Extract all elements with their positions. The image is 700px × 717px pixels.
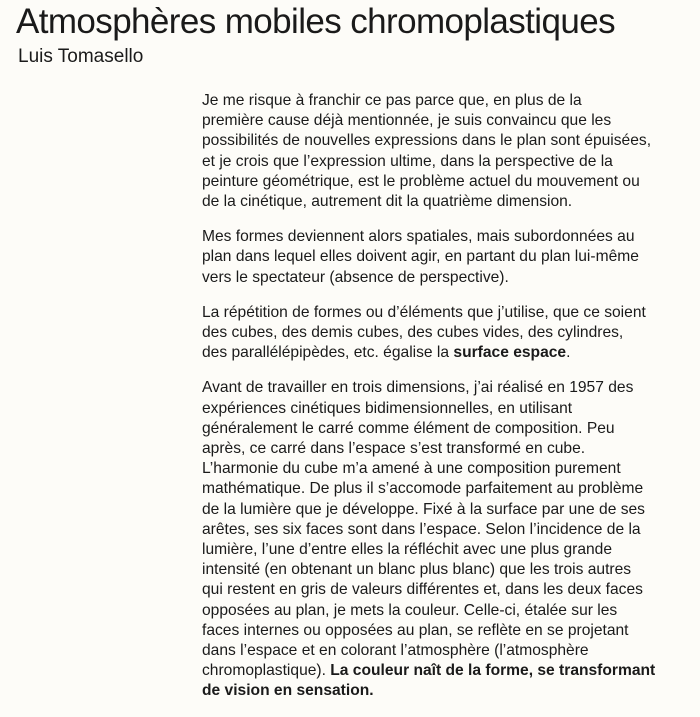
text-line-end: . (566, 344, 571, 362)
text-line: de la cinétique, autrement dit la quatrième dimension. (202, 193, 573, 211)
text-line: possibilités de nouvelles expressions dans le plan sont épuisées, (202, 132, 652, 150)
text-line (202, 343, 698, 363)
text-line: expériences cinétiques bidimensionnelles, en utilisant (202, 399, 573, 417)
text-line: des cubes, des demis cubes, des cubes vides, des cylindres, (202, 324, 624, 342)
text-line-start: des parallélépipèdes, etc. égalise la (202, 344, 454, 362)
author-name: Luis Tomasello (18, 46, 144, 67)
text-line: mathématique. De plus il s’accomode parfaitement au problème (202, 480, 644, 498)
paragraph-4 (202, 378, 698, 701)
text-line: peinture géométrique, est le problème actuel du mouvement ou (202, 172, 640, 190)
article-title: Atmosphères mobiles chromoplastiques (16, 2, 615, 41)
text-line: arêtes, ses six faces sont dans l’espace. Selon l’incidence de la (202, 520, 641, 538)
text-line: et je crois que l’expression ultime, dans la perspective de la (202, 152, 613, 170)
paragraph-2 (202, 227, 698, 288)
text-line: après, ce carré dans l’espace s’est transformé en cube. (202, 440, 586, 458)
text-line (202, 661, 698, 681)
paragraph-1 (202, 91, 698, 212)
emphasis-surface-espace: surface espace (453, 344, 567, 362)
text-line (202, 681, 698, 701)
text-line: L’harmonie du cube m’a amené à une composition purement (202, 460, 621, 478)
text-line: opposées au plan, je mets la couleur. Celle-ci, étalée sur les (202, 601, 618, 619)
text-line: généralement le carré comme élément de composition. Peu (202, 419, 615, 437)
text-line: La répétition de formes ou d’éléments que j’utilise, que ce soient (202, 303, 646, 321)
text-line: qui restent en gris de valeurs différentes et, dans les deux faces (202, 581, 643, 599)
text-line: intensité (en obtenant un blanc plus blanc) que les trois autres (202, 561, 632, 579)
text-line: Je me risque à franchir ce pas parce que, en plus de la (202, 92, 582, 109)
text-line-start: chromoplastique). (202, 662, 331, 680)
text-line: de la lumière que je développe. Fixé à la surface par une de ses (202, 500, 645, 518)
text-line: Mes formes deviennent alors spatiales, mais subordonnées au (202, 228, 635, 246)
text-line: Avant de travailler en trois dimensions, j’ai réalisé en 1957 des (202, 379, 634, 397)
text-line: première cause déjà mentionnée, je suis convaincu que les (202, 112, 612, 130)
text-line: vers le spectateur (absence de perspective). (202, 268, 509, 286)
text-line: plan dans lequel elles doivent agir, en partant du plan lui-même (202, 248, 639, 266)
text-line: lumière, l’une d’entre elles la réfléchit avec une plus grande (202, 541, 613, 559)
text-line: dans l’espace et en colorant l’atmosphère (l’atmosphère (202, 642, 589, 660)
article-body (202, 91, 698, 717)
paragraph-3 (202, 303, 698, 364)
text-line: faces internes ou opposées au plan, se reflète en se projetant (202, 621, 629, 639)
emphasis-vision-sensation: de vision en sensation. (202, 682, 374, 700)
emphasis-couleur-forme: La couleur naît de la forme, se transformant (330, 662, 656, 680)
